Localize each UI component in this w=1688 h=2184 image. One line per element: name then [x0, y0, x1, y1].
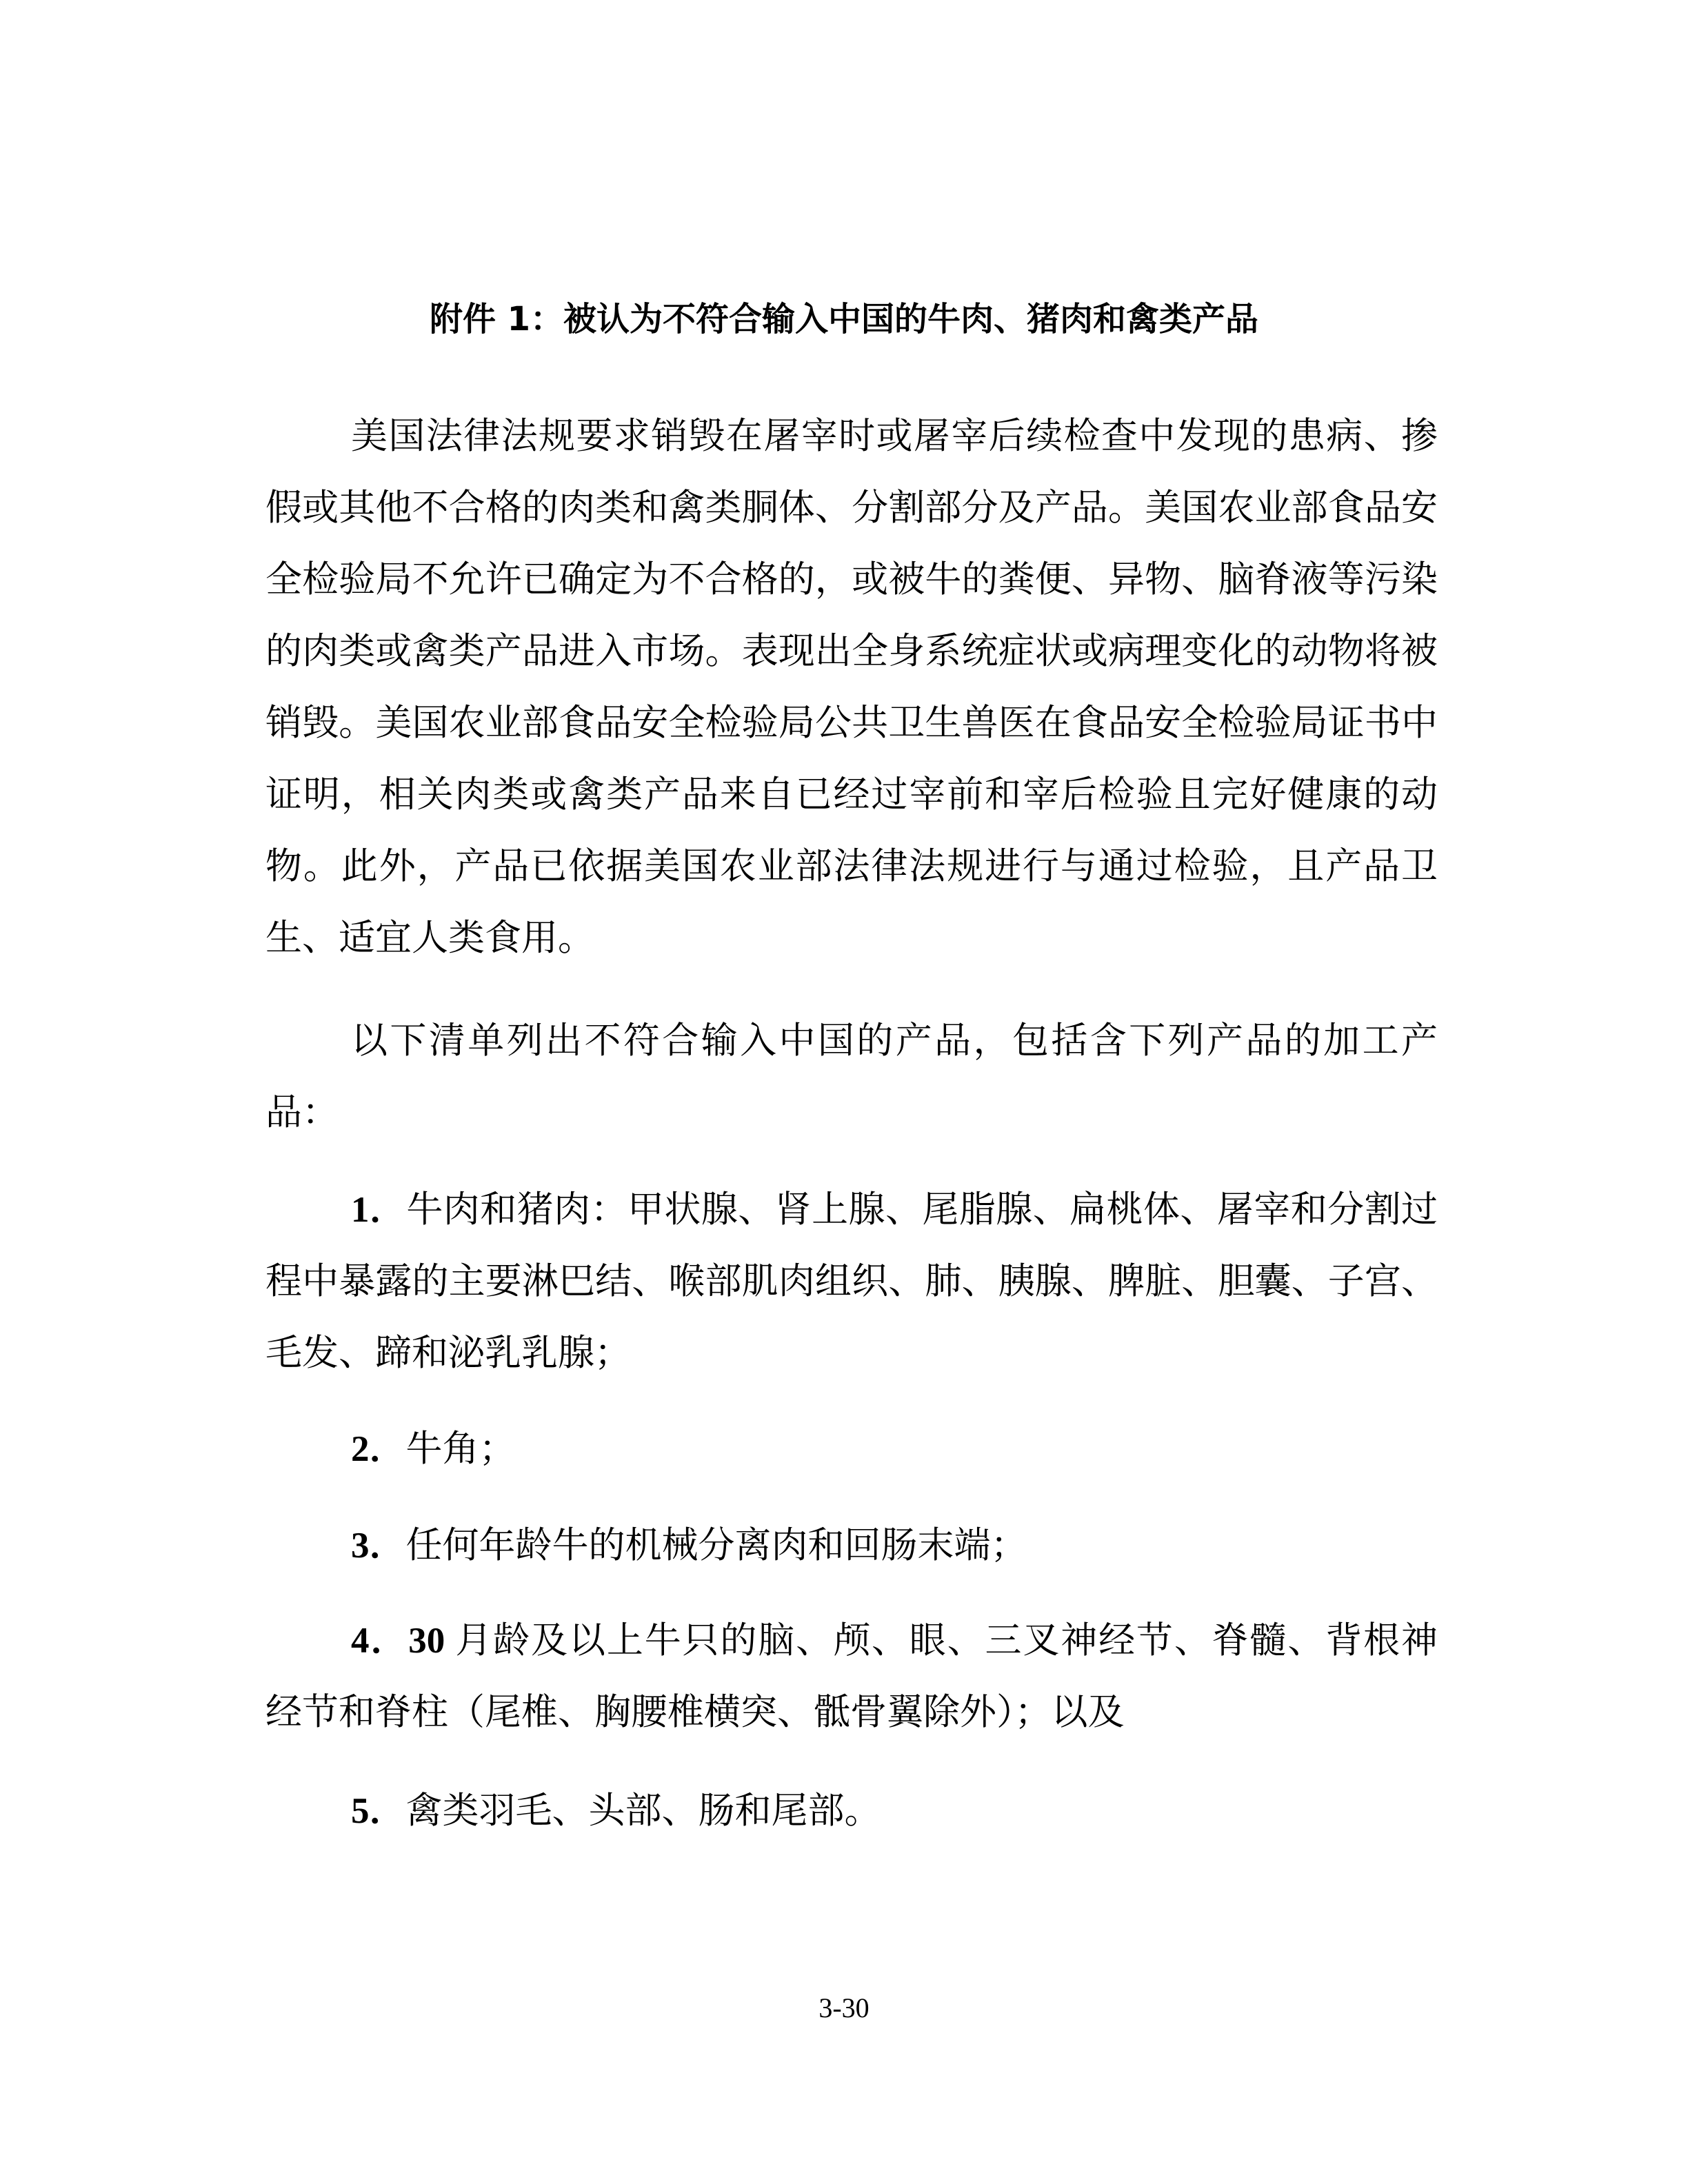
list-item	[265, 1174, 1438, 1389]
list-item	[265, 1510, 1438, 1581]
list-item-number: 1．	[351, 1190, 407, 1230]
list-item-text: 牛角；	[405, 1428, 516, 1470]
list-item-text: 月龄及以上牛只的脑、颅、眼、三叉神经节、脊髓、背根神经节和脊柱（尾椎、胸腰椎横突、骶骨翼除外）；以及	[265, 1619, 1438, 1733]
list-item-number: 4．30	[351, 1621, 456, 1661]
list-item-number: 5．	[351, 1791, 406, 1831]
list-item-number: 2．	[351, 1429, 406, 1469]
list-intro-paragraph: 以下清单列出不符合输入中国的产品，包括含下列产品的加工产品：	[265, 1020, 1438, 1133]
list-item	[265, 1775, 1438, 1847]
list-item-text: 禽类羽毛、头部、肠和尾部。	[405, 1790, 881, 1832]
list-item-text: 任何年龄牛的机械分离肉和回肠末端；	[405, 1524, 1027, 1566]
list-item-text: 牛肉和猪肉：甲状腺、肾上腺、尾脂腺、扁桃体、屠宰和分割过程中暴露的主要淋巴结、喉部肌肉组织、肺、胰腺、脾脏、胆囊、子宫、毛发、蹄和泌乳乳腺；	[265, 1189, 1438, 1374]
page-number: 3-30	[818, 1992, 870, 2023]
intro-paragraph: 美国法律法规要求销毁在屠宰时或屠宰后续检查中发现的患病、掺假或其他不合格的肉类和禽类胴体、分割部分及产品。美国农业部食品安全检验局不允许已确定为不合格的，或被牛的粪便、异物、脑脊液等污染的肉类或禽类产品进入市场。表现出全身系统症状或病理变化的动物将被销毁。美国农业部食品安全检验局公共卫生兽医在食品安全检验局证书中证明，相关肉类或禽类产品来自已经过宰前和宰后检验且完好健康的动物。此外，产品已依据美国农业部法律法规进行与通过检验，且产品卫生、适宜人类食用。	[265, 415, 1438, 959]
attachment-title: 附件 1：被认为不符合输入中国的牛肉、猪肉和禽类产品	[429, 300, 1259, 338]
list-item	[265, 1413, 1438, 1485]
list-item	[265, 1605, 1438, 1748]
list-item-number: 3．	[351, 1526, 406, 1566]
